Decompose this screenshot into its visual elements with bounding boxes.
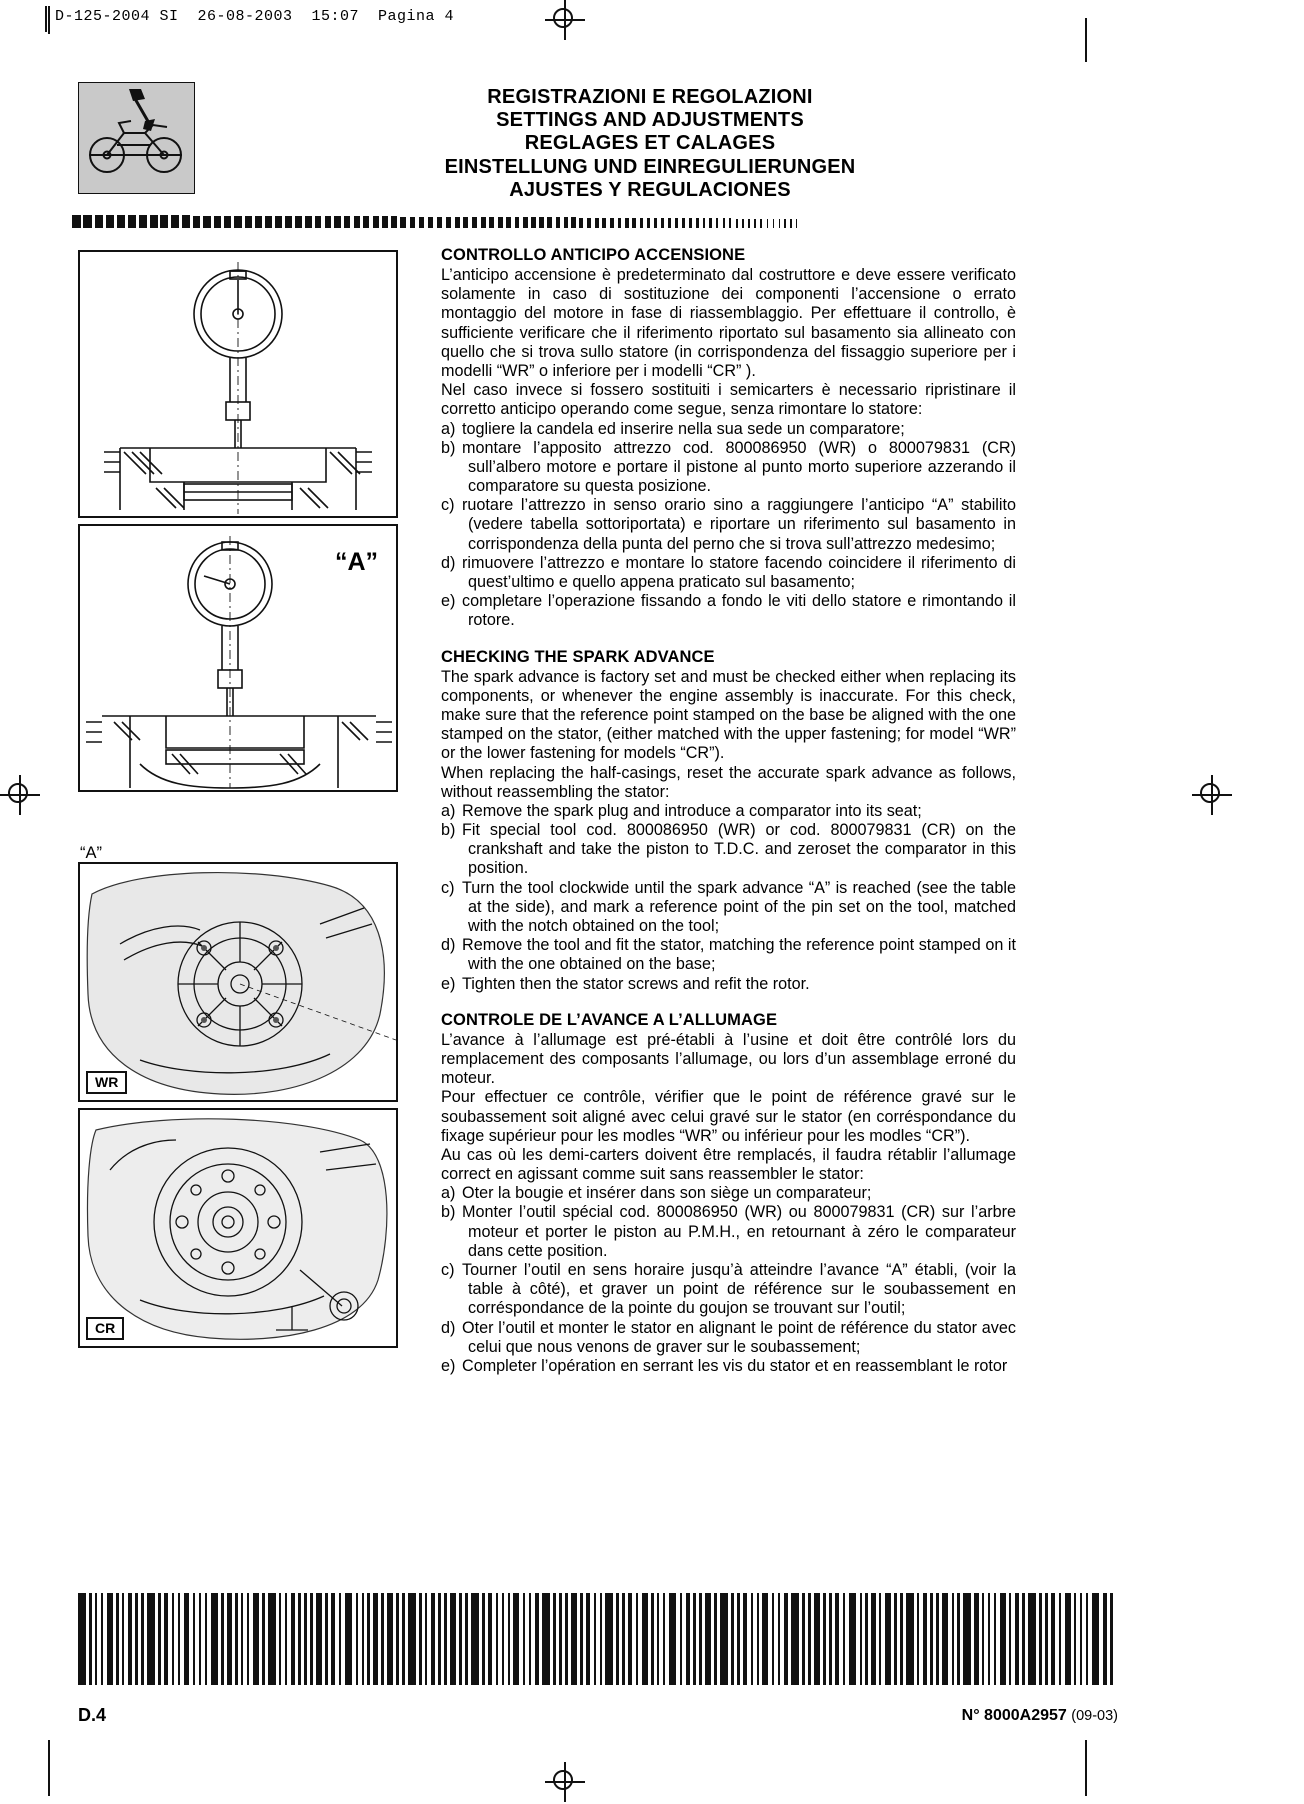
list-item-text: completare l’operazione fissando a fondo le viti dello statore e rimontando il rotore. — [462, 592, 1016, 630]
paragraph: Pour effectuer ce contrôle, vérifier que le point de référence gravé sur le soubassement soit aligné avec celui gravé sur le stator (en corréspondance du fixage supérieur pour les modles “WR” ou inférieur pour les modles “CR”). — [441, 1088, 1016, 1145]
list-item — [441, 975, 1016, 994]
registration-mark-top — [545, 0, 585, 40]
list-item-label: c) — [441, 878, 455, 897]
list-item-text: Tighten then the stator screws and refit the rotor. — [462, 974, 810, 993]
figure-tag-cr: CR — [86, 1317, 124, 1340]
list-item-label: e) — [441, 592, 456, 611]
list-item-label: b) — [441, 438, 456, 457]
list-item-text: montare l’apposito attrezzo cod. 800086950 (WR) o 800079831 (CR) sull’albero motore e portare il pistone al punto morto superiore azzerando il comparatore su questa posizione. — [462, 438, 1016, 496]
list-item-text: togliere la candela ed inserire nella sua sede un comparatore; — [462, 419, 905, 438]
crop-mark-right-bottom — [1085, 1740, 1087, 1796]
paragraph: Au cas où les demi-carters doivent être remplacés, il faudra rétablir l’allumage correct en agissant comme suit sans reassembler le stator: — [441, 1145, 1016, 1184]
section-english — [441, 648, 1016, 994]
registration-circle — [1200, 783, 1220, 803]
list-item-label: d) — [441, 553, 456, 572]
list-item — [441, 420, 1016, 439]
list-item-text: Remove the tool and fit the stator, matching the reference point stamped on it with the one obtained on the base; — [462, 936, 1016, 974]
document-number — [962, 1707, 1118, 1725]
list-item-text: Fit special tool cod. 800086950 (WR) or cod. 800079831 (CR) on the crankshaft and take the piston to T.D.C. and zeroset the comparator in this position. — [462, 821, 1016, 878]
list-item — [441, 879, 1016, 937]
paragraph: L’avance à l’allumage est pré-établi à l’usine et doit être contrôlé lors du remplacement des composants l’allumage, ou lors d’un assemblage erroné du moteur. — [441, 1030, 1016, 1088]
title-line-it: REGISTRAZIONI E REGOLAZIONI — [487, 86, 813, 108]
list-item-text: Remove the spark plug and introduce a comparator into its seat; — [462, 801, 922, 820]
list-item-text: Monter l’outil spécial cod. 800086950 (WR) ou 800079831 (CR) sur l’arbre moteur et porter le piston au P.M.H., en retournant à zéro le comparateur dans cette position. — [462, 1203, 1016, 1260]
list-item — [441, 802, 1016, 821]
barcode — [78, 1593, 1118, 1685]
figure-comparator-piston-tdc — [78, 524, 398, 792]
doc-number-text: N° 8000A2957 — [961, 1707, 1067, 1724]
caption-title: “A” — [80, 843, 102, 862]
list-item-label: d) — [441, 936, 456, 955]
list-item-label: a) — [441, 419, 456, 438]
section-heading-french: CONTROLE DE L’AVANCE A L’ALLUMAGE — [441, 1010, 778, 1029]
list-item-label: b) — [441, 821, 456, 840]
crop-mark-right-top — [1085, 18, 1087, 62]
paragraph: The spark advance is factory set and must be checked either when replacing its components, or whenever the engine assembly is inaccurate. For this check, make sure that the reference point stamped on the base be aligned with the one stamped on the stator, (either matched with the upper fastening; for model “WR” or the lower fastening for models “CR”). — [441, 667, 1016, 763]
section-heading-english: CHECKING THE SPARK ADVANCE — [441, 647, 715, 666]
motorcycle-screwdriver-icon — [78, 82, 195, 194]
figure-wr-stator-photo — [78, 862, 398, 1102]
title-line-en: SETTINGS AND ADJUSTMENTS — [496, 109, 804, 132]
figure-cr-rotor-photo — [78, 1108, 398, 1348]
figure-comparator-cylinder-head — [78, 250, 398, 518]
article-body — [441, 246, 1016, 1376]
list-item — [441, 821, 1016, 879]
list-item — [441, 592, 1016, 630]
figure-letter-a: “A” — [334, 548, 378, 576]
list-item — [441, 1203, 1016, 1261]
registration-circle — [8, 783, 28, 803]
registration-mark-bottom — [545, 1762, 585, 1802]
page-title — [300, 86, 1000, 202]
title-line-fr: REGLAGES ET CALAGES — [524, 132, 776, 155]
paragraph: When replacing the half-casings, reset the accurate spark advance as follows, without reassembling the stator: — [441, 763, 1016, 801]
paragraph: L’anticipo accensione è predeterminato dal costruttore e deve essere verificato solamente in caso di sostituzione dei componenti l’accensione o errato montaggio del motore in fase di riassemblaggio. Per effettuare il controllo, è sufficiente verificare che il riferimento riportato sul basamento sia allineato con quello che si trova sullo statore (in corrispondenza del fissaggio superiore per i modelli “WR” o inferiore per i modelli “CR” ). — [441, 266, 1016, 380]
list-item-label: e) — [441, 1356, 456, 1375]
list-item — [441, 554, 1016, 592]
header-rule — [45, 6, 47, 32]
list-item-text: ruotare l’attrezzo in senso orario sino a raggiungere l’anticipo “A” stabilito (vedere tabella sottoriportata) e riportare un riferimento sul basamento in corrispondenza della punta del perno che si trova sull’attrezzo medesimo; — [462, 496, 1016, 553]
list-item-text: Oter la bougie et insérer dans son siège un comparateur; — [462, 1184, 872, 1203]
list-item-label: c) — [441, 1261, 455, 1279]
title-line-de: EINSTELLUNG UND EINREGULIERUNGEN — [444, 155, 856, 178]
registration-mark-right — [1192, 775, 1232, 815]
doc-revision: (09-03) — [1071, 1708, 1118, 1724]
list-item-text: Oter l’outil et monter le stator en alignant le point de référence du stator avec celui que nous venons de graver sur le soubassement; — [462, 1318, 1016, 1356]
paragraph: Nel caso invece si fossero sostituiti i semicarters è necessario ripristinare il corretto anticipo operando come segue, senza rimontare lo statore: — [441, 381, 1016, 419]
list-item — [441, 1261, 1016, 1319]
list-item-label: a) — [441, 801, 456, 820]
section-heading-italian: CONTROLLO ANTICIPO ACCENSIONE — [441, 246, 746, 264]
section-french — [441, 1011, 1016, 1376]
printer-header: D-125-2004 SI 26-08-2003 15:07 Pagina 4 — [55, 8, 455, 25]
figure-tag-wr: WR — [86, 1071, 127, 1094]
registration-mark-left — [0, 775, 40, 815]
list-item — [441, 1357, 1016, 1376]
list-item-label: e) — [441, 974, 456, 993]
list-item-label: d) — [441, 1318, 456, 1337]
registration-circle — [553, 1770, 573, 1790]
list-item-text: rimuovere l’attrezzo e montare lo statore facendo coincidere il riferimento di quest’ultimo e quello appena praticato sul basamento; — [462, 553, 1016, 591]
list-item — [441, 936, 1016, 974]
section-divider — [72, 214, 1117, 228]
registration-circle — [553, 8, 573, 28]
list-item-text: Tourner l’outil en sens horaire jusqu’à atteindre l’avance “A” établi, (voir la table à côté), et graver un point de référence sur le soubassement en corréspondance de la pointe du goujon se trouvant sur l’outil; — [462, 1261, 1016, 1318]
title-line-es: AJUSTES Y REGULACIONES — [509, 178, 791, 201]
crop-mark-left-top — [48, 6, 50, 34]
list-item — [441, 1184, 1016, 1203]
list-item-label: c) — [441, 496, 455, 515]
list-item-text: Completer l’opération en serrant les vis du stator et en reassemblant le rotor — [462, 1356, 1008, 1375]
list-item-label: b) — [441, 1203, 456, 1222]
crop-mark-left-bottom — [48, 1740, 50, 1796]
list-item — [441, 439, 1016, 497]
list-item-text: Turn the tool clockwide until the spark advance “A” is reached (see the table at the side), and mark a reference point of the pin set on the tool, matched with the notch obtained on the tool; — [462, 878, 1016, 935]
section-italian — [441, 246, 1016, 631]
page-number: D.4 — [78, 1705, 107, 1725]
list-item — [441, 1319, 1016, 1357]
list-item-label: a) — [441, 1184, 456, 1203]
list-item — [441, 496, 1016, 554]
